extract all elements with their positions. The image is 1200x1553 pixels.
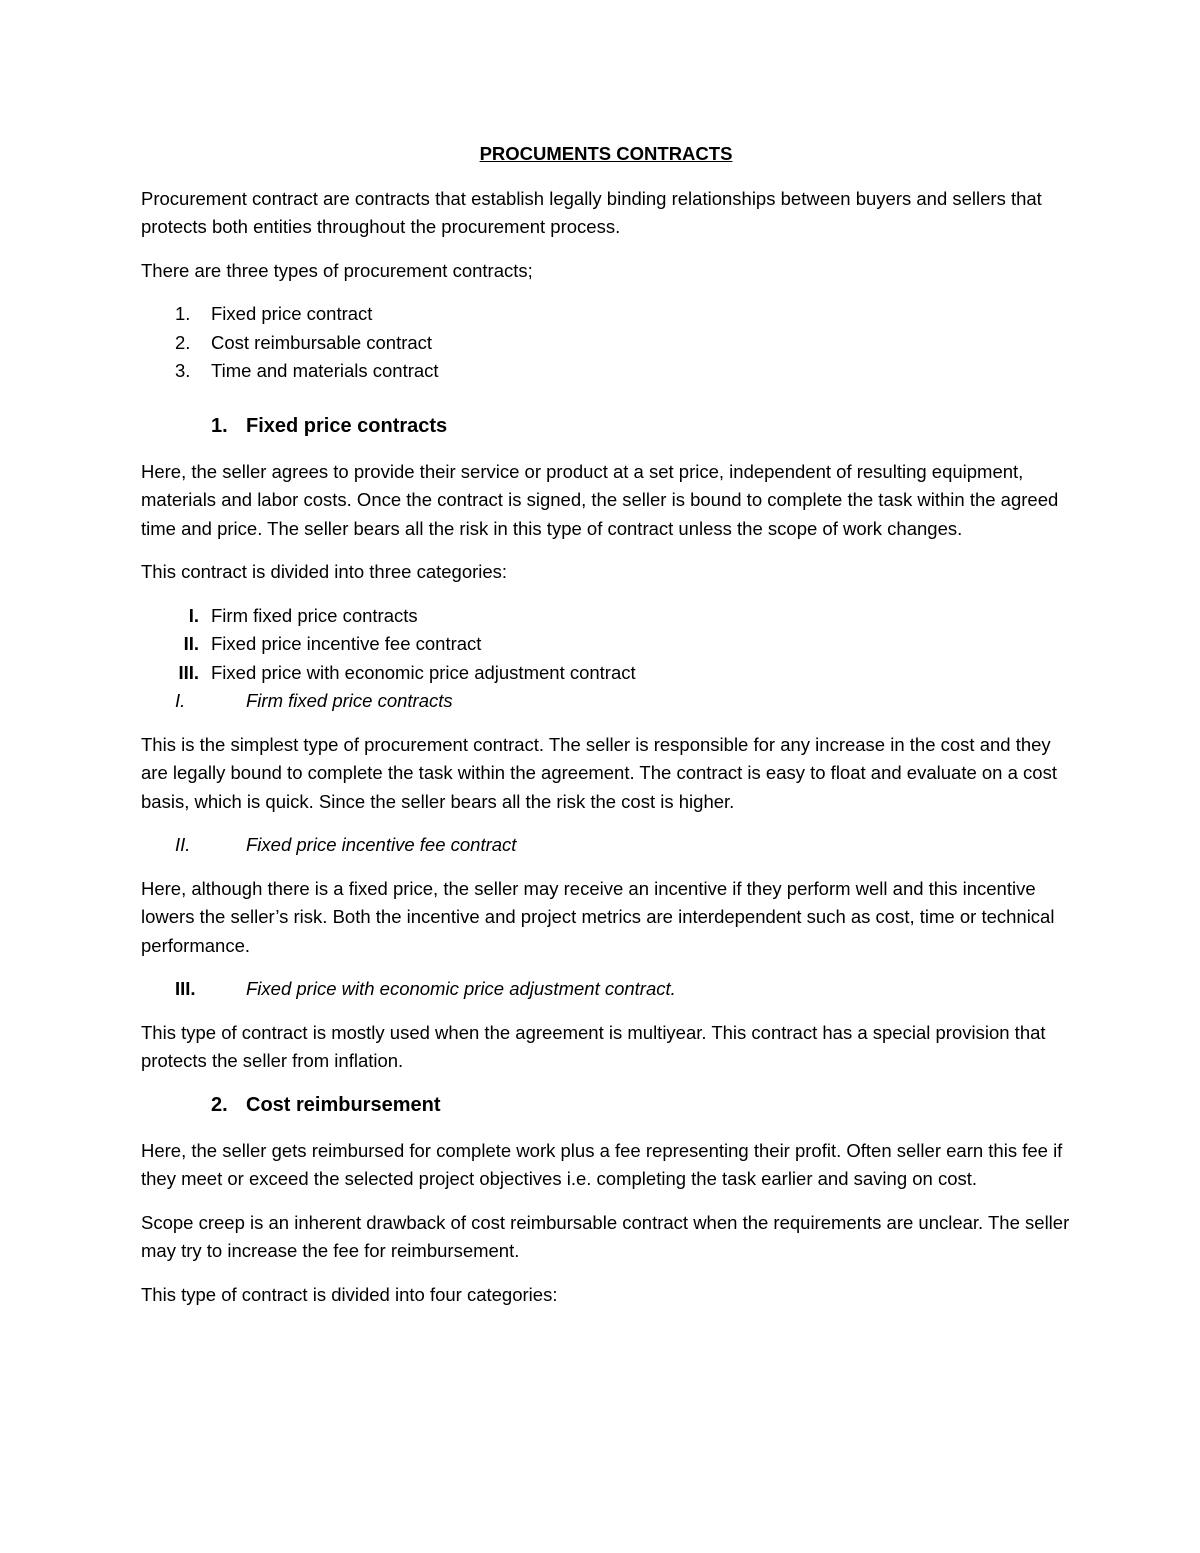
categories-intro: This type of contract is divided into four categories: <box>141 1283 558 1305</box>
subsection-number: III. <box>175 978 196 999</box>
list-item-label: Fixed price with economic price adjustment contract <box>211 661 636 683</box>
list-item-number: 1. <box>175 303 191 324</box>
section-title: Fixed price contracts <box>246 414 448 437</box>
subsection-heading-incentive-fee <box>141 831 1071 860</box>
list-item <box>141 659 1071 688</box>
list-item-label: Fixed price incentive fee contract <box>211 633 482 654</box>
list-item <box>141 300 1071 329</box>
types-list <box>141 300 1071 386</box>
subsection-paragraph: This type of contract is mostly used when the agreement is multiyear. This contract has a special provision that protects the seller from inflation. <box>141 1021 1046 1071</box>
subsection-paragraph: Here, although there is a fixed price, the seller may receive an incentive if they perform well and this incentive lowers the seller’s risk. Both the incentive and project metrics are interdependent such as cost, time or technical performance. <box>141 877 1055 956</box>
subsection-number: II. <box>175 834 191 855</box>
section-heading-fixed-price <box>141 412 1071 440</box>
list-item-number: III. <box>178 661 199 683</box>
list-item <box>141 329 1071 358</box>
list-item-label: Time and materials contract <box>211 360 439 381</box>
list-item-label: Firm fixed price contracts <box>211 604 418 626</box>
section-paragraph: Here, the seller gets reimbursed for complete work plus a fee representing their profit. Often seller earn this fee if they meet or exceed the selected project objectives i.e. completing the task earlier and saving on cost. <box>141 1139 1063 1189</box>
section-heading-cost-reimbursement <box>141 1091 1071 1119</box>
document-page <box>141 140 1071 1324</box>
list-item-label: Fixed price contract <box>211 303 373 324</box>
types-intro: There are three types of procurement contracts; <box>141 259 533 281</box>
categories-list <box>141 602 1071 688</box>
section-number: 1. <box>211 414 228 437</box>
subsection-title: Firm fixed price contracts <box>246 690 453 711</box>
list-item-label: Cost reimbursable contract <box>211 331 433 353</box>
section-paragraph: Scope creep is an inherent drawback of cost reimbursable contract when the requirements are unclear. The seller may try to increase the fee for reimbursement. <box>141 1211 1070 1261</box>
list-item <box>141 602 1071 631</box>
list-item-number: 3. <box>175 360 191 381</box>
list-item-number: 2. <box>175 331 191 353</box>
list-item-number: I. <box>188 604 199 626</box>
categories-intro: This contract is divided into three categories: <box>141 561 508 582</box>
subsection-title: Fixed price with economic price adjustment contract. <box>246 978 676 999</box>
section-title: Cost reimbursement <box>246 1093 441 1116</box>
section-paragraph: Here, the seller agrees to provide their service or product at a set price, independent of resulting equipment, materials and labor costs. Once the contract is signed, the seller is bound to complete the task within the agreed time and price. The seller bears all the risk in this type of contract unless the scope of work changes. <box>141 460 1059 539</box>
list-item <box>141 357 1071 386</box>
subsection-paragraph: This is the simplest type of procurement contract. The seller is responsible for any increase in the cost and they are legally bound to complete the task within the agreement. The contract is easy to float and evaluate on a cost basis, which is quick. Since the seller bears all the risk the cost is higher. <box>141 733 1057 812</box>
section-number: 2. <box>211 1093 228 1116</box>
subsection-title: Fixed price incentive fee contract <box>246 834 517 855</box>
list-item-number: II. <box>183 633 199 654</box>
subsection-heading-economic-adjustment <box>141 975 1071 1004</box>
subsection-heading-firm-fixed <box>141 687 1071 716</box>
subsection-number: I. <box>175 690 186 711</box>
intro-paragraph: Procurement contract are contracts that establish legally binding relationships between buyers and sellers that protects both entities throughout the procurement process. <box>141 187 1042 237</box>
document-title: PROCUMENTS CONTRACTS <box>479 143 733 164</box>
list-item <box>141 630 1071 659</box>
